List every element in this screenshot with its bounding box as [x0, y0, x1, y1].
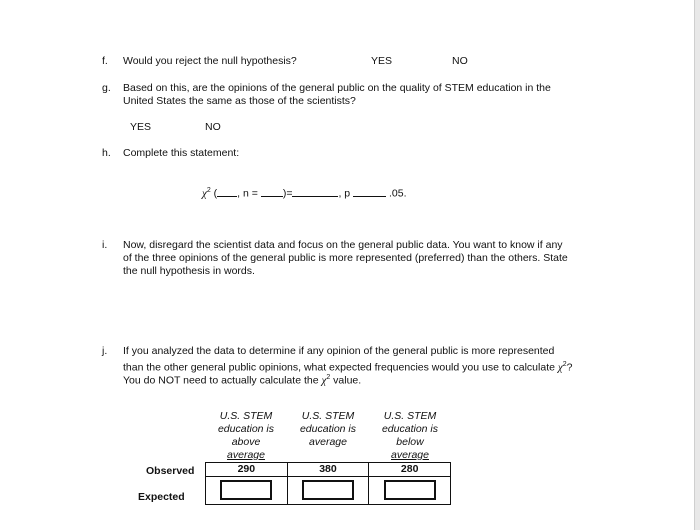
expected-row	[206, 477, 451, 505]
observed-cell: 280	[369, 463, 451, 477]
expected-cell	[369, 477, 451, 505]
question-g-line1: Based on this, are the opinions of the general public on the quality of STEM education in the	[123, 82, 551, 94]
question-f-yes-option[interactable]: YES	[371, 55, 393, 67]
expected-answer-box[interactable]	[220, 480, 272, 500]
question-g-no-option[interactable]: NO	[205, 121, 221, 133]
expected-answer-box[interactable]	[302, 480, 354, 500]
observed-row	[206, 463, 451, 477]
observed-cell: 380	[287, 463, 369, 477]
question-i-letter: i.	[102, 239, 108, 251]
question-j-line2-text: than the other general public opinions, what expected frequencies would you use to calculate	[123, 361, 555, 374]
col1-header-l1: U.S. STEM	[219, 410, 273, 422]
chi-square-statement	[202, 184, 407, 201]
question-j-line3-b: value.	[333, 374, 362, 387]
col-header-average	[287, 410, 369, 449]
question-h-letter: h.	[102, 147, 111, 159]
alpha-value: .05.	[389, 187, 407, 200]
expected-cell	[206, 477, 288, 505]
p-label: , p	[338, 187, 351, 200]
expected-cell	[287, 477, 369, 505]
col2-header-l1: U.S. STEM	[301, 410, 355, 422]
chi-superscript: 2	[206, 187, 211, 194]
n-label: , n =	[237, 187, 258, 200]
question-j-line1: If you analyzed the data to determine if any opinion of the general public is more represented	[123, 345, 555, 357]
col1-header-l4: average	[227, 449, 265, 461]
question-g-letter: g.	[102, 82, 111, 94]
df-blank[interactable]	[217, 187, 237, 197]
row-label-expected: Expected	[138, 491, 185, 503]
p-comparison-blank[interactable]	[353, 187, 386, 197]
observed-cell: 290	[206, 463, 288, 477]
col-header-above-average	[205, 410, 287, 462]
col-header-below-average	[369, 410, 451, 462]
col2-header-l3: average	[309, 436, 347, 448]
chi-symbol-j2: χ	[557, 361, 563, 374]
question-i-line3: the null hypothesis in words.	[123, 265, 255, 277]
question-j-letter: j.	[102, 345, 108, 357]
chi-sup-j3: 2	[326, 374, 331, 381]
question-f-letter: f.	[102, 55, 108, 67]
col2-header-l2: education is	[299, 423, 357, 435]
question-f-text: Would you reject the null hypothesis?	[123, 55, 297, 67]
question-i-line1: Now, disregard the scientist data and focus on the general public data. You want to know if any	[123, 239, 563, 251]
row-label-observed: Observed	[146, 465, 195, 477]
expected-answer-box[interactable]	[384, 480, 436, 500]
chi-symbol: χ	[202, 187, 207, 200]
question-f-no-option[interactable]: NO	[452, 55, 468, 67]
col3-header-l4: average	[391, 449, 429, 461]
col1-header-l3: above	[231, 436, 261, 448]
col3-header-l2: education is	[381, 423, 439, 435]
col3-header-l1: U.S. STEM	[383, 410, 437, 422]
question-j-line3	[123, 371, 361, 388]
chi-value-blank[interactable]	[292, 187, 338, 197]
question-j-line3-a: You do NOT need to actually calculate the	[123, 374, 319, 387]
chi-sup-j2: 2	[562, 361, 567, 368]
df-open-paren: (	[213, 187, 218, 200]
page-edge-shadow	[694, 0, 700, 530]
question-i-line2: of the three opinions of the general public is more represented (preferred) than the others. State	[123, 252, 568, 264]
frequency-table	[205, 462, 451, 505]
question-g-yes-option[interactable]: YES	[130, 121, 152, 133]
question-j-qmark: ?	[566, 361, 573, 374]
n-blank[interactable]	[261, 187, 283, 197]
col1-header-l2: education is	[217, 423, 275, 435]
chi-symbol-j3: χ	[321, 374, 327, 387]
question-h-text: Complete this statement:	[123, 147, 240, 159]
question-g-line2: United States the same as those of the scientists?	[123, 95, 356, 107]
close-equals: )=	[282, 187, 293, 200]
col3-header-l3: below	[396, 436, 424, 448]
